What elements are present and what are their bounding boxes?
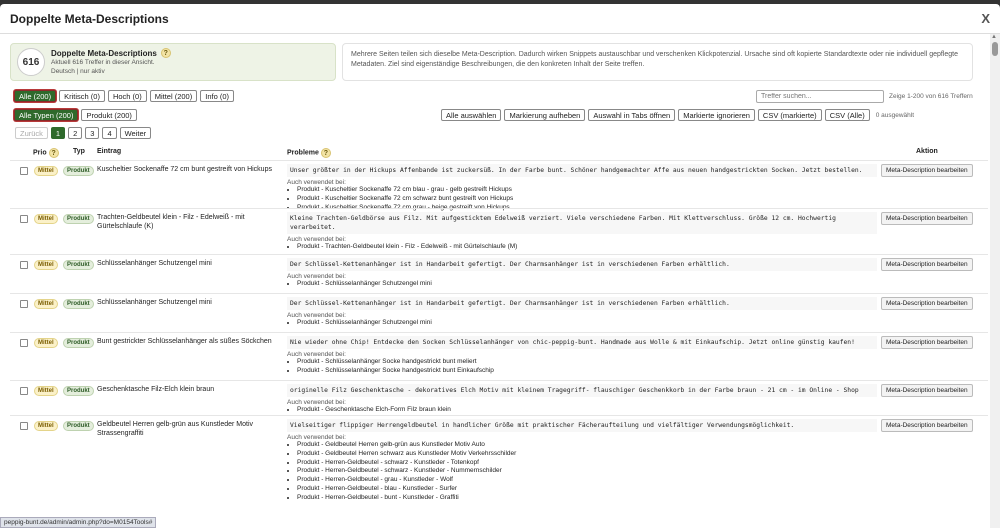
edit-meta-description-button[interactable]: Meta-Description bearbeiten bbox=[881, 336, 973, 349]
pagination bbox=[15, 127, 151, 139]
entry-title[interactable]: Geldbeutel Herren gelb-grün aus Kunstleder Motiv Strassengraffiti bbox=[97, 421, 254, 437]
pager-page-button[interactable]: 2 bbox=[68, 127, 82, 139]
used-by-item[interactable]: • Produkt - Kuscheltier Sockenaffe 72 cm grau - beige gestreift von Hickups bbox=[297, 204, 877, 213]
row-checkbox[interactable] bbox=[20, 422, 28, 430]
summary-text bbox=[51, 48, 171, 76]
help-icon[interactable]: ? bbox=[321, 148, 331, 158]
used-by-list bbox=[287, 358, 877, 376]
type-badge: Produkt bbox=[63, 166, 94, 176]
summary-title: Doppelte Meta-Descriptions bbox=[51, 48, 157, 58]
priority-filter-button[interactable]: Alle (200) bbox=[14, 90, 56, 102]
summary-line-2: Deutsch | nur aktiv bbox=[51, 68, 105, 75]
table-row bbox=[10, 208, 988, 254]
hit-count: 616 bbox=[17, 48, 45, 76]
summary-line-1: Aktuell 616 Treffer in dieser Ansicht. bbox=[51, 59, 155, 66]
help-icon[interactable]: ? bbox=[161, 48, 171, 58]
used-by-label: Auch verwendet bei: bbox=[287, 179, 346, 186]
used-by-label: Auch verwendet bei: bbox=[287, 434, 346, 441]
type-badge: Produkt bbox=[63, 421, 94, 431]
table-row bbox=[10, 332, 988, 380]
pager-page-button[interactable]: 1 bbox=[51, 127, 65, 139]
entry-title[interactable]: Schlüsselanhänger Schutzengel mini bbox=[97, 299, 212, 306]
row-checkbox[interactable] bbox=[20, 167, 28, 175]
priority-filter-button[interactable]: Hoch (0) bbox=[108, 90, 147, 102]
used-by-item[interactable]: • Produkt - Herren-Geldbeutel - blau - Kunstleder - Surfer bbox=[297, 485, 877, 494]
issue-description: Mehrere Seiten teilen sich dieselbe Meta-Description. Dadurch wirken Snippets austauschbar und verschenken Klickpotenzial. Ursache sind oft kopierte Standardtexte oder nie individuell gepflegte Metadaten. Ziel sind eigenständige Beschreibungen, die den konkreten Inhalt der Seite treffen. bbox=[342, 43, 973, 81]
entry-title[interactable]: Kuscheltier Sockenaffe 72 cm bunt gestreift von Hickups bbox=[97, 166, 272, 173]
col-entry: Eintrag bbox=[97, 148, 122, 155]
priority-filter-button[interactable]: Mittel (200) bbox=[150, 90, 198, 102]
meta-description-snippet: Nie wieder ohne Chip! Entdecke den Socken Schlüsselanhänger von chic-peppig-bunt. Handmade aus Wolle & mit Einkaufschip. Jetzt online günstig kaufen! bbox=[287, 336, 877, 349]
meta-description-snippet: Kleine Trachten-Geldbörse aus Filz. Mit aufgesticktem Edelweiß verziert. Viele verschiedene Farben. Mit Klettverschluss. Größe 12 cm. Hochwertig verarbeitet. bbox=[287, 212, 877, 234]
used-by-item[interactable]: • Produkt - Schlüsselanhänger Socke handgestrickt bunt Einkaufschip bbox=[297, 367, 877, 376]
table-row bbox=[10, 380, 988, 415]
used-by-label: Auch verwendet bei: bbox=[287, 273, 346, 280]
edit-meta-description-button[interactable]: Meta-Description bearbeiten bbox=[881, 212, 973, 225]
entry-title[interactable]: Bunt gestrickter Schlüsselanhänger als süßes Söckchen bbox=[97, 338, 272, 345]
entry-title[interactable]: Geschenktasche Filz-Elch klein braun bbox=[97, 386, 215, 393]
used-by-label: Auch verwendet bei: bbox=[287, 351, 346, 358]
used-by-item[interactable]: • Produkt - Herren-Geldbeutel - bunt - Kunstleder - Graffiti bbox=[297, 494, 877, 503]
table-row bbox=[10, 293, 988, 332]
col-prio bbox=[33, 148, 59, 158]
priority-badge: Mittel bbox=[34, 299, 58, 309]
priority-badge: Mittel bbox=[34, 260, 58, 270]
edit-meta-description-button[interactable]: Meta-Description bearbeiten bbox=[881, 164, 973, 177]
priority-badge: Mittel bbox=[34, 421, 58, 431]
priority-badge: Mittel bbox=[34, 338, 58, 348]
type-badge: Produkt bbox=[63, 386, 94, 396]
priority-badge: Mittel bbox=[34, 386, 58, 396]
used-by-item[interactable]: • Produkt - Kuscheltier Sockenaffe 72 cm schwarz bunt gestreift von Hickups bbox=[297, 195, 877, 204]
type-badge: Produkt bbox=[63, 214, 94, 224]
type-filter-button[interactable]: Produkt (200) bbox=[81, 109, 136, 121]
used-by-item[interactable]: • Produkt - Herren-Geldbeutel - schwarz - Kunstleder - Totenkopf bbox=[297, 459, 877, 468]
col-problems-label: Probleme bbox=[287, 149, 319, 157]
row-checkbox[interactable] bbox=[20, 215, 28, 223]
meta-description-snippet: Unser größter in der Hickups Affenbande ist zuckersüß. In der Farbe bunt. Schöner handgemachter Affe aus neuen handgestrickten Socken. Jetzt bestellen. bbox=[287, 164, 877, 177]
type-filter-button[interactable]: Alle Typen (200) bbox=[14, 109, 78, 121]
pager-page-button[interactable]: 4 bbox=[102, 127, 116, 139]
priority-filter-button[interactable]: Kritisch (0) bbox=[59, 90, 105, 102]
row-checkbox[interactable] bbox=[20, 339, 28, 347]
used-by-label: Auch verwendet bei: bbox=[287, 399, 346, 406]
modal-title: Doppelte Meta-Descriptions bbox=[10, 11, 169, 26]
meta-description-snippet: Der Schlüssel-Kettenanhänger ist in Handarbeit gefertigt. Der Charmsanhänger ist in verschiedenen Farben erhältlich. bbox=[287, 258, 877, 271]
help-icon[interactable]: ? bbox=[49, 148, 59, 158]
bulk-action-button[interactable]: CSV (markierte) bbox=[758, 109, 822, 121]
problem-cell bbox=[287, 384, 877, 415]
summary-card bbox=[10, 43, 336, 81]
priority-badge: Mittel bbox=[34, 166, 58, 176]
edit-meta-description-button[interactable]: Meta-Description bearbeiten bbox=[881, 419, 973, 432]
entry-title[interactable]: Trachten-Geldbeutel klein - Filz - Edelweiß - mit Gürtelschlaufe (K) bbox=[97, 214, 245, 230]
search-input[interactable] bbox=[756, 90, 884, 103]
problem-cell bbox=[287, 258, 877, 289]
problem-cell bbox=[287, 164, 877, 212]
meta-description-snippet: Der Schlüssel-Kettenanhänger ist in Handarbeit gefertigt. Der Charmsanhänger ist in verschiedenen Farben erhältlich. bbox=[287, 297, 877, 310]
table-row bbox=[10, 254, 988, 293]
type-badge: Produkt bbox=[63, 299, 94, 309]
used-by-item[interactable]: • Produkt - Geldbeutel Herren schwarz aus Kunstleder Motiv Verkehrsschilder bbox=[297, 450, 877, 459]
bulk-action-button[interactable]: Auswahl in Tabs öffnen bbox=[588, 109, 675, 121]
table-row bbox=[10, 160, 988, 211]
used-by-item[interactable]: • Produkt - Trachten-Geldbeutel klein - Filz - Edelweiß - mit Gürtelschlaufe (M) bbox=[297, 243, 877, 252]
pager-page-button[interactable]: 3 bbox=[85, 127, 99, 139]
summary-row bbox=[10, 43, 988, 81]
entry-title[interactable]: Schlüsselanhänger Schutzengel mini bbox=[97, 260, 212, 267]
col-typ: Typ bbox=[73, 148, 85, 155]
table-row bbox=[10, 415, 988, 511]
pager-back-button[interactable]: Zurück bbox=[15, 127, 48, 139]
used-by-list bbox=[287, 280, 877, 289]
modal-header bbox=[0, 4, 1000, 34]
pager-next-button[interactable]: Weiter bbox=[120, 127, 152, 139]
used-by-item[interactable]: • Produkt - Geschenktasche Elch-Form Filz braun klein bbox=[297, 406, 877, 415]
used-by-label: Auch verwendet bei: bbox=[287, 236, 346, 243]
scroll-up-icon[interactable]: ▲ bbox=[991, 34, 997, 40]
priority-filter-group bbox=[14, 90, 234, 102]
col-prio-label: Prio bbox=[33, 149, 47, 157]
used-by-list bbox=[287, 406, 877, 415]
type-badge: Produkt bbox=[63, 338, 94, 348]
bulk-action-button[interactable]: Alle auswählen bbox=[441, 109, 501, 121]
row-checkbox[interactable] bbox=[20, 261, 28, 269]
edit-meta-description-button[interactable]: Meta-Description bearbeiten bbox=[881, 297, 973, 310]
used-by-list bbox=[287, 243, 877, 252]
scroll-thumb[interactable] bbox=[992, 42, 998, 56]
modal-scrollbar[interactable] bbox=[990, 34, 1000, 528]
problem-cell bbox=[287, 212, 877, 252]
row-checkbox[interactable] bbox=[20, 387, 28, 395]
row-checkbox[interactable] bbox=[20, 300, 28, 308]
bulk-action-group bbox=[441, 109, 914, 121]
problem-cell bbox=[287, 419, 877, 503]
used-by-item[interactable]: • Produkt - Geldbeutel Herren gelb-grün aus Kunstleder Motiv Auto bbox=[297, 441, 877, 450]
priority-filter-button[interactable]: Info (0) bbox=[200, 90, 234, 102]
meta-description-snippet: Vielseitiger flippiger Herrengeldbeutel in handlicher Größe mit praktischer Fächeraufteilung und vielfältiger Verwendungsmöglichkeit. bbox=[287, 419, 877, 432]
modal-content bbox=[10, 40, 988, 526]
duplicate-meta-modal bbox=[0, 4, 1000, 528]
used-by-item[interactable]: • Produkt - Herren-Geldbeutel - schwarz - Kunstleder - Nummernschilder bbox=[297, 467, 877, 476]
col-action: Aktion bbox=[916, 148, 938, 155]
type-filter-group bbox=[14, 109, 137, 121]
selected-count: 0 ausgewählt bbox=[875, 111, 915, 119]
used-by-item[interactable]: • Produkt - Kuscheltier Sockenaffe 72 cm blau - grau - gelb gestreift Hickups bbox=[297, 186, 877, 195]
used-by-item[interactable]: • Produkt - Schlüsselanhänger Schutzengel mini bbox=[297, 319, 877, 328]
priority-badge: Mittel bbox=[34, 214, 58, 224]
used-by-item[interactable]: • Produkt - Herren-Geldbeutel - grau - Kunstleder - Wolf bbox=[297, 476, 877, 485]
problem-cell bbox=[287, 336, 877, 376]
results-table bbox=[10, 160, 988, 511]
type-badge: Produkt bbox=[63, 260, 94, 270]
close-button[interactable]: X bbox=[981, 11, 990, 26]
bulk-action-button[interactable]: Markierte ignorieren bbox=[678, 109, 755, 121]
edit-meta-description-button[interactable]: Meta-Description bearbeiten bbox=[881, 384, 973, 397]
edit-meta-description-button[interactable]: Meta-Description bearbeiten bbox=[881, 258, 973, 271]
browser-status-url: peppig-bunt.de/admin/admin.php?do=M0154Tools# bbox=[0, 517, 156, 528]
used-by-list bbox=[287, 319, 877, 328]
bulk-action-button[interactable]: Markierung aufheben bbox=[504, 109, 585, 121]
used-by-label: Auch verwendet bei: bbox=[287, 312, 346, 319]
hits-summary: Zeige 1-200 von 616 Treffern bbox=[889, 93, 973, 100]
table-header bbox=[10, 148, 988, 160]
col-problems bbox=[287, 148, 331, 158]
used-by-list bbox=[287, 441, 877, 503]
used-by-item[interactable]: • Produkt - Schlüsselanhänger Schutzengel mini bbox=[297, 280, 877, 289]
summary-title-row bbox=[51, 48, 171, 58]
meta-description-snippet: originelle Filz Geschenktasche - dekoratives Elch Motiv mit kleinem Tragegriff- flauschiger Geschenkkorb in der Farbe braun - 21 cm - im Online - Shop bbox=[287, 384, 877, 397]
used-by-item[interactable]: • Produkt - Schlüsselanhänger Socke handgestrickt bunt meliert bbox=[297, 358, 877, 367]
problem-cell bbox=[287, 297, 877, 328]
bulk-action-button[interactable]: CSV (Alle) bbox=[825, 109, 870, 121]
